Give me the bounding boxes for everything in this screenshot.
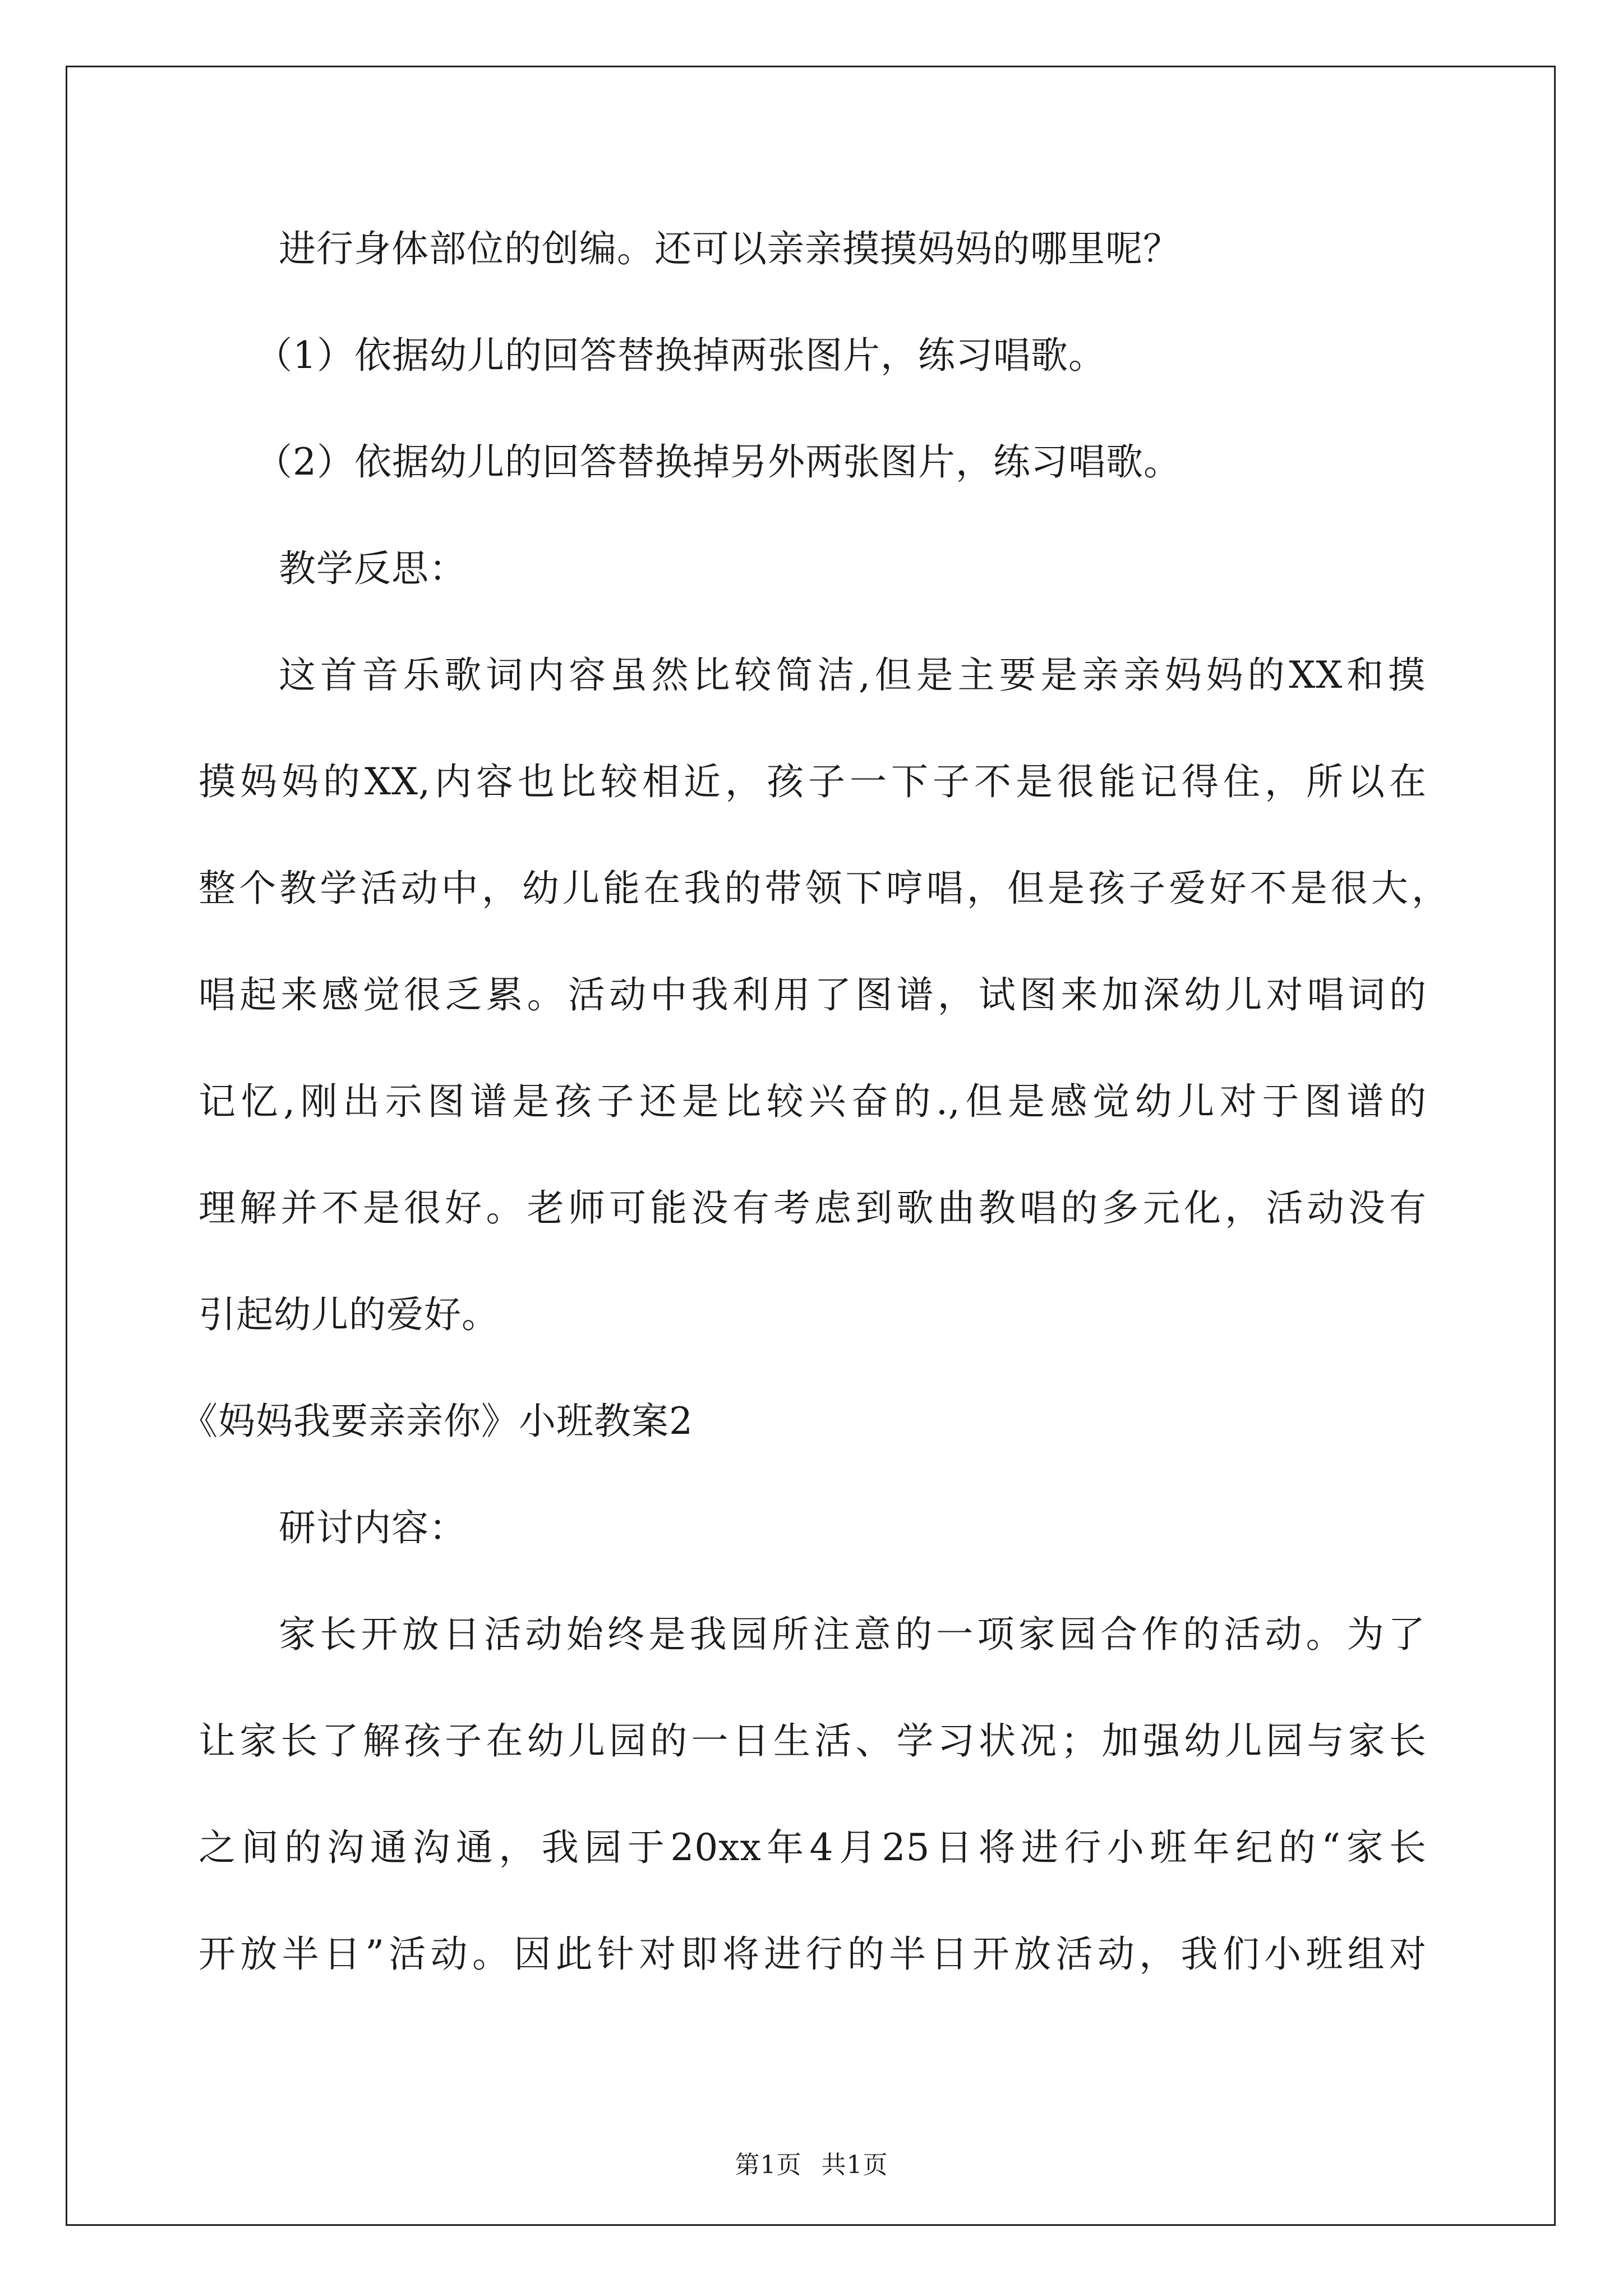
paragraph-line-11: 引起幼儿的爱好。: [199, 1293, 499, 1336]
paragraph-line-14: 家长开放日活动始终是我园所注意的一项家园合作的活动。为了: [279, 1613, 1426, 1656]
paragraph-line-6: 摸妈妈的XX,内容也比较相近，孩子一下子不是很能记得住，所以在: [199, 760, 1427, 803]
page-total: 共1页: [821, 2151, 888, 2179]
paragraph-line-15: 让家长了解孩子在幼儿园的一日生活、学习状况；加强幼儿园与家长: [199, 1719, 1427, 1763]
section-heading-content: 研讨内容：: [279, 1506, 467, 1549]
paragraph-line-10: 理解并不是很好。老师可能没有考虑到歌曲教唱的多元化，活动没有: [199, 1186, 1427, 1230]
paragraph-line-2: （1）依据幼儿的回答替换掉两张图片，练习唱歌。: [255, 334, 1106, 377]
paragraph-line-7: 整个教学活动中，幼儿能在我的带领下哼唱，但是孩子爱好不是很大，: [199, 867, 1449, 910]
page-border: [66, 66, 1556, 2226]
page-number: 第1页: [735, 2151, 802, 2179]
paragraph-line-1: 进行身体部位的创编。还可以亲亲摸摸妈妈的哪里呢？: [279, 227, 1181, 270]
paragraph-line-3: （2）依据幼儿的回答替换掉另外两张图片，练习唱歌。: [255, 440, 1181, 484]
section-title-lesson-2: 《妈妈我要亲亲你》小班教案2: [181, 1400, 693, 1443]
section-heading-reflection: 教学反思：: [279, 547, 467, 590]
paragraph-line-9: 记忆,刚出示图谱是孩子还是比较兴奋的.,但是感觉幼儿对于图谱的: [199, 1080, 1427, 1123]
paragraph-line-17: 开放半日”活动。因此针对即将进行的半日开放活动，我们小班组对: [199, 1932, 1427, 1976]
paragraph-line-16: 之间的沟通沟通，我园于20xx年4月25日将进行小班年纪的“家长: [199, 1826, 1427, 1869]
paragraph-line-5: 这首音乐歌词内容虽然比较简洁,但是主要是亲亲妈妈的XX和摸: [279, 654, 1426, 697]
paragraph-line-8: 唱起来感觉很乏累。活动中我利用了图谱，试图来加深幼儿对唱词的: [199, 973, 1427, 1016]
page-footer: [0, 2151, 1623, 2180]
